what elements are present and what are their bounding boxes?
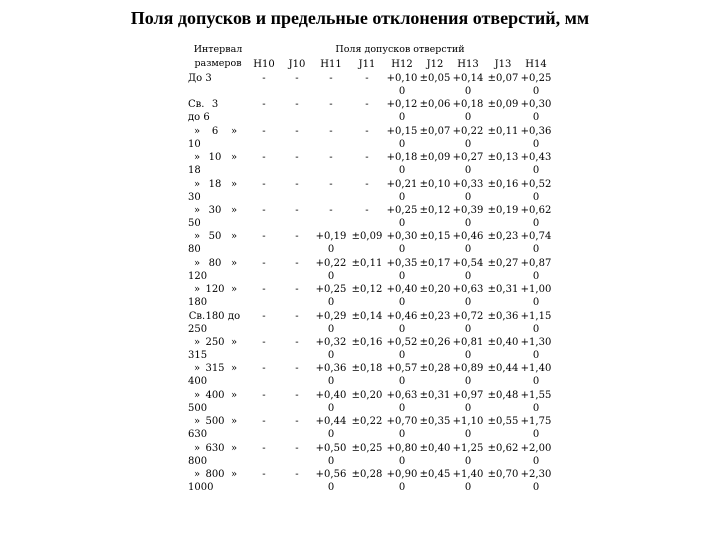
range-to: 1000	[188, 482, 214, 493]
table-cell-upper: +0,18	[386, 152, 418, 164]
table-cell-lower: 0	[327, 270, 335, 282]
table-cell-upper: ±0,55	[487, 416, 519, 428]
table-cell-upper: ±0,11	[487, 125, 519, 137]
table-cell-upper: ±0,40	[487, 337, 519, 348]
table-cell-upper: -	[295, 337, 299, 348]
table-cell-lower: 0	[532, 138, 540, 150]
range-prefix: »	[193, 205, 201, 216]
range-from: 250	[205, 337, 225, 348]
column-header-h10: H10	[253, 59, 275, 70]
table-cell-lower: 0	[464, 270, 472, 282]
table-cell-upper: ±0,28	[419, 363, 451, 375]
table-cell-upper: -	[365, 125, 369, 137]
table-cell-upper: ±0,11	[351, 257, 383, 269]
page-title: Поля допусков и предельные отклонения отверстий, мм	[130, 8, 590, 28]
table-cell-upper: -	[262, 442, 266, 454]
table-cell-lower: 0	[327, 455, 335, 467]
table-cell-upper: ±0,16	[487, 178, 519, 190]
table-cell-lower: 0	[532, 482, 540, 493]
range-prefix: »	[193, 363, 201, 375]
table-cell-upper: -	[262, 416, 266, 428]
table-cell-lower: 0	[464, 86, 472, 97]
table-cell-upper: ±0,62	[487, 442, 519, 454]
table-cell-upper: -	[365, 152, 369, 164]
table-cell-upper: +0,32	[315, 337, 347, 348]
range-to: 18	[188, 165, 201, 177]
column-header-h12: H12	[391, 59, 413, 70]
range-from: 10	[208, 152, 222, 164]
table-cell-lower: 0	[398, 350, 406, 361]
table-cell-upper: ±0,35	[419, 416, 451, 428]
table-cell-upper: +0,43	[520, 152, 552, 164]
range-prefix: »	[193, 442, 201, 454]
table-cell-upper: +0,35	[386, 257, 418, 269]
table-cell-upper: +0,52	[386, 337, 418, 348]
range-conj: »	[230, 125, 238, 137]
table-cell-upper: -	[295, 99, 299, 111]
table-cell-upper: ±0,09	[351, 231, 383, 243]
table-cell-upper: -	[329, 125, 333, 137]
table-cell-upper: +1,40	[520, 363, 552, 375]
table-cell-lower: 0	[532, 244, 540, 256]
interval-header-line1: Интервал	[193, 44, 243, 55]
range-from: 50	[208, 231, 222, 243]
range-to: до 6	[188, 112, 210, 124]
table-cell-upper: +1,30	[520, 337, 552, 348]
table-cell-upper: -	[262, 231, 266, 243]
table-cell-lower: 0	[532, 297, 540, 309]
table-cell-upper: +2,00	[520, 442, 552, 454]
table-cell-lower: 0	[532, 270, 540, 282]
table-cell-upper: -	[262, 469, 266, 480]
table-cell-upper: -	[295, 125, 299, 137]
range-conj: »	[230, 442, 238, 454]
table-cell-lower: 0	[398, 270, 406, 282]
table-cell-upper: ±0,20	[351, 389, 383, 401]
table-cell-upper: +0,63	[452, 284, 484, 296]
table-cell-upper: -	[365, 99, 369, 111]
interval-header-line2: размеров	[194, 58, 242, 69]
table-cell-upper: ±0,31	[419, 389, 451, 401]
table-cell-upper: -	[295, 284, 299, 296]
table-cell-upper: +0,90	[386, 469, 418, 480]
table-cell-upper: +0,15	[386, 125, 418, 137]
table-cell-upper: -	[295, 257, 299, 269]
table-cell-upper: -	[262, 257, 266, 269]
table-cell-upper: -	[365, 73, 369, 84]
column-header-j13: J13	[494, 59, 512, 70]
table-cell-lower: 0	[532, 218, 540, 229]
tolerance-group-header: Поля допусков отверстий	[335, 44, 465, 55]
table-cell-upper: +0,97	[452, 389, 484, 401]
table-cell-lower: 0	[327, 350, 335, 361]
table-cell-lower: 0	[398, 86, 406, 97]
table-cell-upper: -	[295, 416, 299, 428]
range-to: 315	[188, 350, 208, 361]
table-cell-upper: +0,52	[520, 178, 552, 190]
table-cell-upper: ±0,26	[419, 337, 451, 348]
table-cell-upper: ±0,07	[419, 125, 451, 137]
table-cell-upper: ±0,31	[487, 284, 519, 296]
table-cell-lower: 0	[327, 297, 335, 309]
range-to: 80	[188, 244, 201, 256]
table-cell-upper: +0,27	[452, 152, 484, 164]
table-cell-lower: 0	[327, 323, 335, 335]
range-to: 30	[188, 191, 201, 203]
table-cell-upper: +0,46	[452, 231, 484, 243]
table-cell-lower: 0	[532, 402, 540, 414]
table-cell-lower: 0	[398, 191, 406, 203]
range-conj: »	[230, 389, 238, 401]
table-cell-lower: 0	[398, 402, 406, 414]
range-label: До 3	[188, 73, 212, 84]
range-conj: »	[230, 231, 238, 243]
table-cell-upper: ±0,10	[419, 178, 451, 190]
column-header-h13: H13	[457, 59, 479, 70]
table-cell-upper: -	[295, 363, 299, 375]
table-cell-upper: -	[262, 73, 266, 84]
table-cell-lower: 0	[532, 112, 540, 124]
table-cell-upper: +0,70	[386, 416, 418, 428]
table-cell-lower: 0	[398, 376, 406, 388]
range-from: 500	[205, 416, 225, 428]
table-cell-upper: +0,63	[386, 389, 418, 401]
table-cell-lower: 0	[464, 402, 472, 414]
range-prefix: »	[193, 257, 201, 269]
table-cell-lower: 0	[398, 165, 406, 177]
range-conj: »	[230, 416, 238, 428]
table-cell-upper: -	[329, 99, 333, 111]
range-conj: »	[230, 178, 238, 190]
table-cell-upper: ±0,70	[487, 469, 519, 480]
table-cell-upper: +0,19	[315, 231, 347, 243]
table-cell-lower: 0	[398, 297, 406, 309]
table-cell-lower: 0	[327, 402, 335, 414]
table-cell-upper: +1,00	[520, 284, 552, 296]
table-cell-upper: +0,18	[452, 99, 484, 111]
table-cell-upper: ±0,12	[419, 205, 451, 216]
column-header-h11: H11	[320, 59, 342, 70]
table-cell-lower: 0	[464, 244, 472, 256]
range-from: 630	[205, 442, 225, 454]
range-to: 120	[188, 270, 208, 282]
table-cell-upper: -	[262, 363, 266, 375]
table-cell-upper: +1,25	[452, 442, 484, 454]
table-cell-upper: -	[295, 205, 299, 216]
range-prefix: Св.	[188, 310, 206, 322]
table-cell-lower: 0	[327, 376, 335, 388]
table-cell-lower: 0	[398, 112, 406, 124]
range-prefix: Св.	[188, 99, 205, 111]
table-cell-upper: -	[262, 178, 266, 190]
table-cell-upper: +0,87	[520, 257, 552, 269]
table-cell-upper: -	[365, 178, 369, 190]
table-cell-lower: 0	[532, 429, 540, 441]
table-cell-lower: 0	[327, 244, 335, 256]
range-to: 630	[188, 429, 208, 441]
table-cell-upper: +0,40	[386, 284, 418, 296]
table-cell-lower: 0	[398, 455, 406, 467]
table-cell-upper: ±0,22	[351, 416, 383, 428]
table-cell-lower: 0	[532, 455, 540, 467]
range-to: 10	[188, 138, 201, 150]
table-cell-lower: 0	[327, 482, 335, 493]
table-cell-upper: +2,30	[520, 469, 552, 480]
table-cell-upper: +0,10	[386, 73, 418, 84]
range-conj: »	[230, 152, 238, 164]
table-cell-upper: +0,22	[452, 125, 484, 137]
table-cell-upper: +0,54	[452, 257, 484, 269]
table-cell-upper: -	[262, 152, 266, 164]
table-cell-upper: ±0,05	[419, 73, 451, 84]
table-cell-upper: +0,81	[452, 337, 484, 348]
range-from: 80	[208, 257, 222, 269]
table-cell-upper: +0,30	[386, 231, 418, 243]
table-cell-upper: ±0,13	[487, 152, 519, 164]
range-from: 180	[205, 310, 225, 322]
range-from: 30	[208, 205, 222, 216]
range-from: 3	[211, 99, 219, 111]
table-cell-lower: 0	[464, 350, 472, 361]
table-cell-lower: 0	[398, 482, 406, 493]
range-to: 500	[188, 402, 208, 414]
table-cell-upper: -	[329, 152, 333, 164]
table-cell-upper: +0,89	[452, 363, 484, 375]
table-cell-upper: -	[329, 73, 333, 84]
table-cell-lower: 0	[532, 191, 540, 203]
table-cell-lower: 0	[464, 138, 472, 150]
table-cell-lower: 0	[464, 297, 472, 309]
column-header-j10: J10	[288, 59, 306, 70]
table-cell-upper: ±0,44	[487, 363, 519, 375]
table-cell-upper: +1,55	[520, 389, 552, 401]
table-cell-upper: +0,36	[315, 363, 347, 375]
table-cell-lower: 0	[464, 376, 472, 388]
range-prefix: »	[193, 178, 201, 190]
column-header-j12: J12	[426, 59, 444, 70]
range-to: 250	[188, 323, 208, 335]
range-prefix: »	[193, 416, 201, 428]
column-header-h14: H14	[525, 59, 547, 70]
table-cell-upper: +0,29	[315, 310, 347, 322]
table-cell-upper: +0,40	[315, 389, 347, 401]
range-from: 120	[205, 284, 225, 296]
table-cell-upper: -	[262, 337, 266, 348]
table-cell-upper: -	[262, 205, 266, 216]
table-cell-lower: 0	[464, 191, 472, 203]
table-cell-upper: +1,75	[520, 416, 552, 428]
table-cell-upper: -	[295, 310, 299, 322]
table-cell-upper: ±0,45	[419, 469, 451, 480]
table-cell-upper: ±0,48	[487, 389, 519, 401]
range-from: 315	[205, 363, 225, 375]
table-cell-upper: +0,25	[315, 284, 347, 296]
table-cell-lower: 0	[398, 244, 406, 256]
table-cell-lower: 0	[464, 112, 472, 124]
table-cell-upper: ±0,28	[351, 469, 383, 480]
table-cell-lower: 0	[464, 218, 472, 229]
table-cell-lower: 0	[532, 86, 540, 97]
table-cell-upper: ±0,23	[487, 231, 519, 243]
table-cell-upper: ±0,07	[487, 73, 519, 84]
table-cell-upper: ±0,23	[419, 310, 451, 322]
table-cell-upper: ±0,36	[487, 310, 519, 322]
table-cell-upper: +0,33	[452, 178, 484, 190]
table-cell-upper: -	[295, 469, 299, 480]
table-cell-lower: 0	[398, 323, 406, 335]
table-cell-upper: ±0,25	[351, 442, 383, 454]
table-cell-upper: ±0,12	[351, 284, 383, 296]
table-cell-upper: +0,57	[386, 363, 418, 375]
table-cell-upper: -	[295, 178, 299, 190]
range-to: 50	[188, 218, 201, 229]
range-prefix: »	[193, 231, 201, 243]
table-cell-upper: +1,40	[452, 469, 484, 480]
table-cell-lower: 0	[464, 455, 472, 467]
table-cell-upper: +0,46	[386, 310, 418, 322]
table-cell-upper: +0,80	[386, 442, 418, 454]
table-cell-upper: +0,44	[315, 416, 347, 428]
table-cell-upper: ±0,20	[419, 284, 451, 296]
range-prefix: »	[193, 469, 201, 480]
table-cell-upper: ±0,15	[419, 231, 451, 243]
table-cell-upper: -	[295, 442, 299, 454]
table-cell-upper: ±0,06	[419, 99, 451, 111]
range-prefix: »	[193, 125, 201, 137]
table-cell-upper: +1,15	[520, 310, 552, 322]
table-cell-upper: +0,72	[452, 310, 484, 322]
range-prefix: »	[193, 152, 201, 164]
table-cell-lower: 0	[398, 138, 406, 150]
table-cell-lower: 0	[532, 323, 540, 335]
table-cell-upper: -	[329, 178, 333, 190]
table-cell-lower: 0	[532, 165, 540, 177]
table-cell-upper: ±0,19	[487, 205, 519, 216]
range-conj: »	[230, 363, 238, 375]
table-cell-upper: ±0,40	[419, 442, 451, 454]
range-conj: »	[230, 469, 238, 480]
table-cell-upper: -	[295, 389, 299, 401]
table-cell-upper: +0,50	[315, 442, 347, 454]
table-cell-upper: -	[262, 125, 266, 137]
table-cell-upper: -	[295, 73, 299, 84]
table-cell-lower: 0	[464, 323, 472, 335]
table-cell-upper: ±0,27	[487, 257, 519, 269]
table-cell-upper: +0,74	[520, 231, 552, 243]
table-cell-upper: ±0,09	[419, 152, 451, 164]
table-cell-upper: ±0,09	[487, 99, 519, 111]
table-cell-lower: 0	[464, 429, 472, 441]
table-cell-lower: 0	[464, 482, 472, 493]
table-cell-lower: 0	[532, 350, 540, 361]
table-cell-upper: -	[262, 389, 266, 401]
table-cell-upper: -	[329, 205, 333, 216]
table-cell-upper: -	[262, 310, 266, 322]
table-cell-upper: +0,21	[386, 178, 418, 190]
range-from: 6	[211, 125, 219, 137]
table-cell-lower: 0	[532, 376, 540, 388]
table-cell-upper: +1,10	[452, 416, 484, 428]
table-cell-upper: +0,12	[386, 99, 418, 111]
table-cell-upper: +0,36	[520, 125, 552, 137]
table-cell-upper: +0,30	[520, 99, 552, 111]
table-cell-upper: -	[365, 205, 369, 216]
column-header-j11: J11	[358, 59, 376, 70]
table-cell-lower: 0	[464, 165, 472, 177]
table-cell-upper: -	[262, 99, 266, 111]
table-cell-upper: ±0,14	[351, 310, 383, 322]
range-conj: »	[230, 257, 238, 269]
table-cell-upper: -	[295, 231, 299, 243]
range-to: 800	[188, 455, 208, 467]
table-cell-upper: +0,22	[315, 257, 347, 269]
range-from: 18	[208, 178, 222, 190]
range-from: 800	[205, 469, 225, 480]
table-cell-upper: +0,39	[452, 205, 484, 216]
table-cell-upper: ±0,18	[351, 363, 383, 375]
table-cell-upper: +0,14	[452, 73, 484, 84]
range-conj: »	[230, 337, 238, 348]
table-cell-upper: +0,56	[315, 469, 347, 480]
range-conj: до	[227, 310, 241, 322]
range-from: 400	[205, 389, 225, 401]
range-prefix: »	[193, 389, 201, 401]
range-to: 400	[188, 376, 208, 388]
table-cell-upper: ±0,16	[351, 337, 383, 348]
table-cell-upper: +0,25	[386, 205, 418, 216]
range-conj: »	[230, 284, 238, 296]
range-prefix: »	[193, 337, 201, 348]
table-cell-upper: -	[262, 284, 266, 296]
table-cell-lower: 0	[327, 429, 335, 441]
table-cell-upper: -	[295, 152, 299, 164]
range-conj: »	[230, 205, 238, 216]
table-cell-lower: 0	[398, 429, 406, 441]
range-prefix: »	[193, 284, 201, 296]
table-cell-upper: +0,25	[520, 73, 552, 84]
table-cell-upper: ±0,17	[419, 257, 451, 269]
table-cell-lower: 0	[398, 218, 406, 229]
range-to: 180	[188, 297, 208, 309]
table-cell-upper: +0,62	[520, 205, 552, 216]
